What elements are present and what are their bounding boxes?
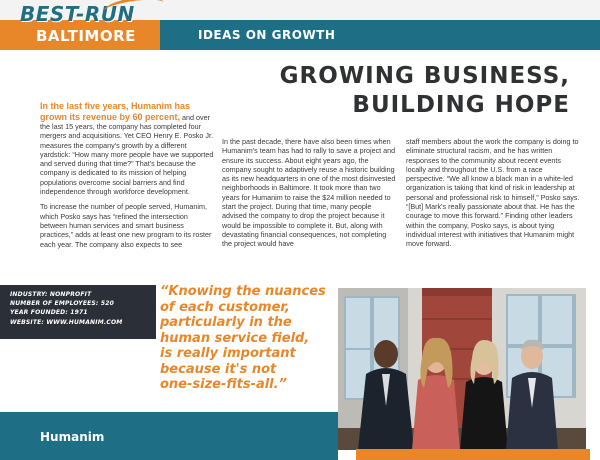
paragraph: To increase the number of people served, Humanim, which Posko says has “refined the intersection between human services and smart business practices,” adds at least one new program to its roster each year. The company also expects to see <box>40 202 212 249</box>
quote-line: particularly in the <box>160 315 292 330</box>
photo-caption-bar <box>356 449 590 460</box>
headline <box>280 62 570 120</box>
team-photo <box>338 288 586 450</box>
lead-text: In the last five years, Humanim has grown its revenue by 60 percent, <box>40 101 191 122</box>
fact-founded: YEAR FOUNDED: 1971 <box>10 309 88 317</box>
fact-industry: INDUSTRY: NONPROFIT <box>10 291 92 298</box>
team-photo-illustration <box>338 288 586 450</box>
headline-line-2: BUILDING HOPE <box>352 92 570 118</box>
quote-line: is really important <box>160 346 296 361</box>
headline-line-1: GROWING BUSINESS, <box>279 63 570 89</box>
paragraph: In the past decade, there have also been times when Humanim's team has had to rally to save a project and ensure its success. About eight years ago, the company sought to adaptively reuse a historic building as its new headquarters in one of the most disinvested neighborhoods in Baltimore. It took more than two years for Humanim to raise the $24 million needed to start the project. During that time, many people advised the company to drop the project because it would be impossible to complete it. But, along with devastating financial consequences, not completing the project would have <box>222 137 396 249</box>
pull-quote <box>160 284 340 393</box>
paragraph: staff members about the work the company is doing to eliminate structural racism, and he has written responses to the community about recent events locally and throughout the U.S. from a race perspective. “We all know a black man in a white-led organization is taking that kind of risk in leadership at personal and professional risk to himself,” Posko says. “[But] Mark's really passionate about that. He has the courage to move this forward.” Finding other leaders within the company, Posko says, is about tying individual interest with initiatives that Humanim might move forward. <box>406 137 580 249</box>
photo-edge <box>586 288 600 460</box>
article-column-3 <box>406 137 581 255</box>
paragraph-text: and over the last 15 years, the company has completed four mergers and acquisitions. Yet CEO Henry E. Posko Jr. measures the company's growth by a different yardstick: “How many more people have we supported and served during that time?” That's because the company is dedicated to its mission of helping populations overcome social barriers and find independence through workforce development. <box>40 112 214 197</box>
best-run-logo <box>12 2 162 26</box>
logo-text: BEST-RUN <box>20 2 135 26</box>
fact-employees: NUMBER OF EMPLOYEES: 520 <box>10 300 114 308</box>
quote-line: because it's not <box>160 361 277 377</box>
quote-line: of each customer, <box>160 299 290 315</box>
city-label: BALTIMORE <box>36 27 136 45</box>
article-column-1 <box>40 101 215 255</box>
fact-website: WEBSITE: WWW.HUMANIM.COM <box>10 318 123 326</box>
section-label: IDEAS ON GROWTH <box>198 28 336 42</box>
paragraph <box>40 101 215 196</box>
footer-company-name: Humanim <box>40 430 105 444</box>
quote-line: one-size-fits-all.” <box>160 377 287 392</box>
company-facts-box <box>0 285 156 339</box>
quote-line: “Knowing the nuances <box>160 284 326 299</box>
quote-line: human service field, <box>160 330 310 346</box>
article-column-2 <box>222 137 397 255</box>
